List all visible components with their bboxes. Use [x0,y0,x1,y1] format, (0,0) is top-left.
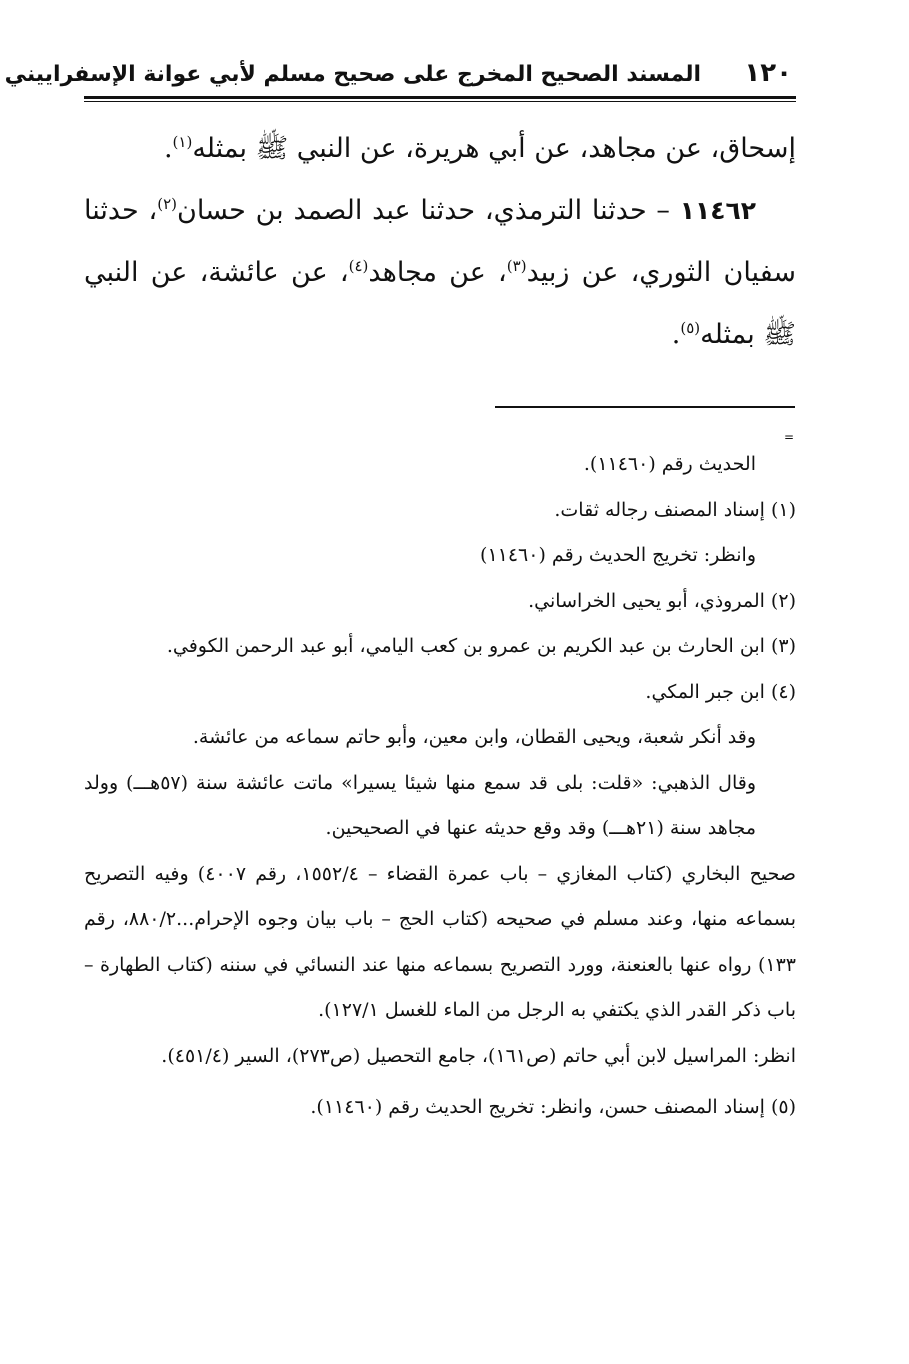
hadith-dash: – [646,195,680,226]
hadith-text-part1: حدثنا الترمذي، حدثنا عبد الصمد بن حسان [177,195,647,226]
footnote-1-reference: وانظر: تخريج الحديث رقم (١١٤٦٠) [480,544,756,566]
continuation-end: . [163,133,173,164]
hadith-end: . [671,319,681,350]
hadith-text-part3: ، عن مجاهد [368,257,507,288]
running-title: المسند الصحيح المخرج على صحيح مسلم لأبي عوانة الإسفراييني [4,62,701,87]
hadith-11462 [84,180,796,366]
footnote-4: (٤) ابن جبر المكي. [645,680,796,703]
footnote-4-para-1: وقد أنكر شعبة، ويحيى القطان، وابن معين، وأبو حاتم سماعه من عائشة. [192,726,756,748]
footnote-1: (١) إسناد المصنف رجاله ثقات. [554,498,796,521]
footnote-3: (٣) ابن الحارث بن عبد الكريم بن عمرو بن كعب اليامي، أبو عبد الرحمن الكوفي. [166,635,796,657]
footnote-ref-1: (١) [172,133,193,151]
footnote-mark: = [784,430,795,444]
hadith-number: ١١٤٦٢ [679,196,756,225]
footnote-ref-5: (٥) [680,319,701,337]
footnote-carryover: الحديث رقم (١١٤٦٠). [583,453,756,475]
main-text [84,118,796,366]
header-rule-thick [84,96,796,99]
page-number: ١٢٠ [744,58,792,88]
footnotes [84,442,796,1131]
footnote-4-para-2: وقال الذهبي: «قلت: بلى قد سمع منها شيئا يسيرا» ماتت عائشة سنة (٥٧هـــ) وولد مجاهد سنة (٢١هـــ) وقد وقع حديثه عنها في الصحيحين. [84,771,756,839]
header-rule-thin [84,101,796,102]
footnote-5: (٥) إسناد المصنف حسن، وانظر: تخريج الحديث رقم (١١٤٦٠). [310,1096,796,1118]
page-header [4,58,796,94]
footnote-4-para-3: صحيح البخاري (كتاب المغازي – باب عمرة القضاء – ١٥٥٢/٤، رقم ٤٠٠٧) وفيه التصريح بسماعه منها، وعند مسلم في صحيحه (كتاب الحج – باب بيان وجوه الإحرام...٨٨٠/٢، رقم ١٣٣) رواه عنها بالعنعنة، وورد التصريح بسماعه منها عند النسائي في سننه (كتاب الطهارة – باب ذكر القدر الذي يكتفي به الرجل من الماء للغسل ١٢٧/١). [84,862,797,1021]
footnote-ref-4: (٤) [348,257,369,275]
footnote-4-para-4: انظر: المراسيل لابن أبي حاتم (ص١٦١)، جامع التحصيل (ص٢٧٣)، السير (٤٥١/٤). [161,1044,796,1067]
footnote-ref-3: (٣) [506,257,527,275]
footnote-2: (٢) المروذي، أبو يحيى الخراساني. [528,589,796,612]
hadith-text-part2: ، حدثنا سفيان الثوري، عن زبيد [84,195,796,288]
hadith-text-part4: ، عن عائشة، عن النبي ﷺ بمثله [84,257,796,350]
continuation-text: إسحاق، عن مجاهد، عن أبي هريرة، عن النبي ﷺ بمثله [192,133,796,164]
footnote-ref-2: (٢) [157,195,178,213]
footnote-separator [495,406,795,408]
hadith-continuation [84,118,796,180]
